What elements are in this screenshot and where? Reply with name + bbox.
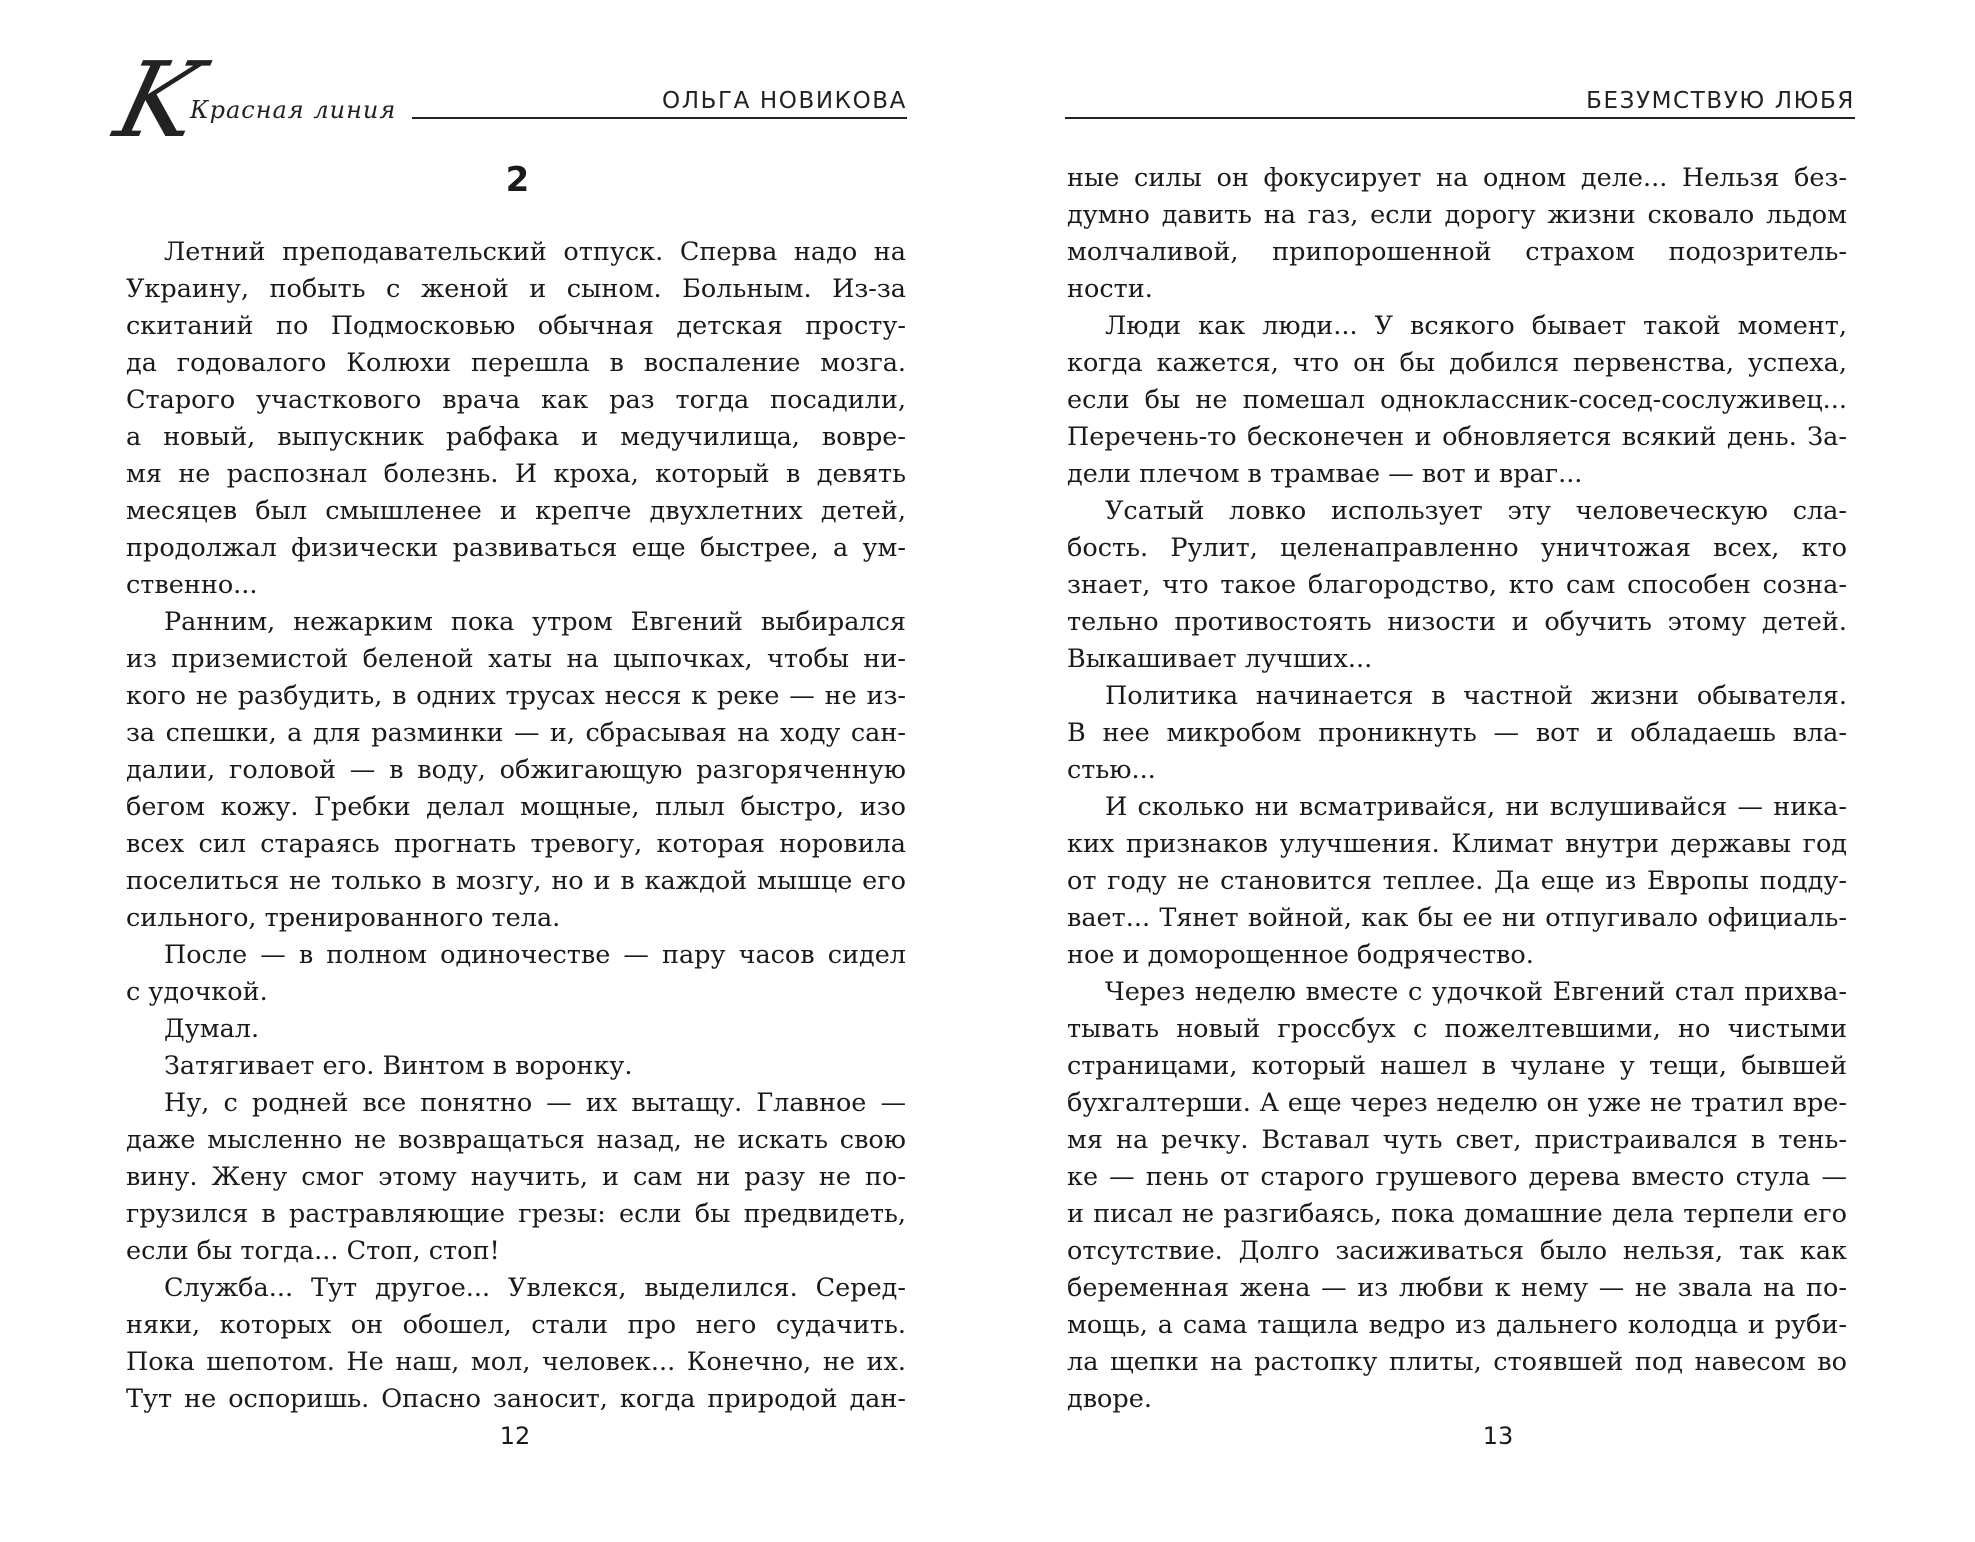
text-line: дели плечом в трамвае — вот и враг... — [1067, 459, 1583, 489]
text-line: мя на речку. Вставал чуть свет, пристраивался в тень- — [1067, 1125, 1847, 1155]
right-page — [988, 0, 1975, 1542]
series-logo — [104, 39, 397, 161]
text-line: когда кажется, что он бы добился первенства, успеха, — [1067, 348, 1847, 378]
header-rule — [1065, 117, 1855, 119]
text-line: скитаний по Подмосковью обычная детская просту- — [126, 311, 906, 341]
text-line: ности. — [1067, 274, 1153, 304]
text-line: Ранним, нежарким пока утром Евгений выбирался — [164, 607, 906, 637]
text-line: за спешки, а для разминки — и, сбрасывая на ходу сан- — [126, 718, 906, 748]
text-line: Тут не оспоришь. Опасно заносит, когда природой дан- — [126, 1384, 906, 1414]
page-number: 13 — [1482, 1422, 1514, 1450]
text-line: После — в полном одиночестве — пару часов сидел — [164, 940, 906, 970]
text-line: кого не разбудить, в одних трусах несся к реке — не из- — [126, 681, 906, 711]
series-logo-initial: K — [104, 39, 213, 161]
text-line: Политика начинается в частной жизни обывателя. — [1105, 681, 1847, 711]
text-line: Думал. — [164, 1014, 260, 1044]
text-line: Старого участкового врача как раз тогда посадили, — [126, 385, 906, 415]
text-line: няки, которых он обошел, стали про него судачить. — [126, 1310, 906, 1340]
text-line: дворе. — [1067, 1384, 1152, 1414]
text-line: с удочкой. — [126, 977, 268, 1007]
text-line: тельно противостоять низости и обучить этому детей. — [1067, 607, 1847, 637]
text-line: страницами, который нашел в чулане у тещи, бывшей — [1067, 1051, 1847, 1081]
body-text — [126, 234, 906, 1418]
running-head-author: ОЛЬГА НОВИКОВА — [662, 88, 907, 114]
text-line: бость. Рулит, целенаправленно уничтожая всех, кто — [1067, 533, 1847, 563]
text-line: поселиться не только в мозгу, но и в каждой мышце его — [126, 866, 906, 896]
text-line: ла щепки на растопку плиты, стоявшей под навесом во — [1067, 1347, 1847, 1377]
text-line: думно давить на газ, если дорогу жизни сковало льдом — [1067, 200, 1847, 230]
text-line: Люди как люди... У всякого бывает такой момент, — [1105, 311, 1847, 341]
text-line: Ну, с родней все понятно — их вытащу. Главное — — [164, 1088, 906, 1118]
text-line: молчаливой, припорошенной страхом подозритель- — [1067, 237, 1847, 267]
text-line: мощь, а сама тащила ведро из дальнего колодца и руби- — [1067, 1310, 1847, 1340]
text-line: грузился в растравляющие грезы: если бы предвидеть, — [126, 1199, 906, 1229]
text-line: а новый, выпускник рабфака и медучилища, вовре- — [126, 422, 906, 452]
text-line: знает, что такое благородство, кто сам способен созна- — [1067, 570, 1847, 600]
text-line: всех сил стараясь прогнать тревогу, которая норовила — [126, 829, 906, 859]
text-line: сильного, тренированного тела. — [126, 903, 561, 933]
text-line: ные силы он фокусирует на одном деле... Нельзя без- — [1067, 163, 1847, 193]
text-line: Через неделю вместе с удочкой Евгений стал прихва- — [1105, 977, 1847, 1007]
text-line: ке — пень от старого грушевого дерева вместо стула — — [1067, 1162, 1847, 1192]
text-line: тывать новый гроссбух с пожелтевшими, но чистыми — [1067, 1014, 1847, 1044]
text-line: Усатый ловко использует эту человеческую сла- — [1105, 496, 1847, 526]
running-head-title: БЕЗУМСТВУЮ ЛЮБЯ — [1586, 88, 1855, 114]
text-line: бухгалтерши. А еще через неделю он уже не тратил вре- — [1067, 1088, 1847, 1118]
text-line: В нее микробом проникнуть — вот и обладаешь вла- — [1067, 718, 1847, 748]
text-line: далии, головой — в воду, обжигающую разгоряченную — [126, 755, 906, 785]
text-line: если бы тогда... Стоп, стоп! — [126, 1236, 500, 1266]
text-line: вину. Жену смог этому научить, и сам ни разу не по- — [126, 1162, 906, 1192]
text-line: Перечень-то бесконечен и обновляется всякий день. За- — [1067, 422, 1847, 452]
text-line: от году не становится теплее. Да еще из Европы подду- — [1067, 866, 1847, 896]
text-line: ственно... — [126, 570, 258, 600]
body-text — [1067, 160, 1847, 1418]
text-line: да годовалого Колюхи перешла в воспаление мозга. — [126, 348, 906, 378]
text-line: И сколько ни всматривайся, ни вслушивайся — ника- — [1105, 792, 1847, 822]
text-line: если бы не помешал одноклассник-сосед-сослуживец... — [1067, 385, 1847, 415]
text-line: отсутствие. Долго засиживаться было нельзя, так как — [1067, 1236, 1847, 1266]
text-line: месяцев был смышленее и крепче двухлетних детей, — [126, 496, 906, 526]
text-line: беременная жена — из любви к нему — не звала на по- — [1067, 1273, 1847, 1303]
header-rule — [412, 117, 907, 119]
text-line: бегом кожу. Гребки делал мощные, плыл быстро, изо — [126, 792, 906, 822]
text-line: Затягивает его. Винтом в воронку. — [164, 1051, 633, 1081]
text-line: стью... — [1067, 755, 1156, 785]
text-line: вает... Тянет войной, как бы ее ни отпугивало официаль- — [1067, 903, 1847, 933]
left-page — [0, 0, 987, 1542]
text-line: ких признаков улучшения. Климат внутри державы год — [1067, 829, 1847, 859]
page-number: 12 — [499, 1422, 531, 1450]
text-line: из приземистой беленой хаты на цыпочках, чтобы ни- — [126, 644, 906, 674]
text-line: даже мысленно не возвращаться назад, не искать свою — [126, 1125, 906, 1155]
text-line: Пока шепотом. Не наш, мол, человек... Конечно, не их. — [126, 1347, 906, 1377]
text-line: продолжал физически развиваться еще быстрее, а ум- — [126, 533, 906, 563]
text-line: мя не распознал болезнь. И кроха, который в девять — [126, 459, 906, 489]
text-line: и писал не разгибаясь, пока домашние дела терпели его — [1067, 1199, 1847, 1229]
text-line: Летний преподавательский отпуск. Сперва надо на — [164, 237, 906, 267]
text-line: Украину, побыть с женой и сыном. Больным. Из-за — [126, 274, 906, 304]
text-line: Служба... Тут другое... Увлекся, выделился. Серед- — [164, 1273, 906, 1303]
text-line: Выкашивает лучших... — [1067, 644, 1373, 674]
series-logo-text: Красная линия — [190, 96, 397, 124]
chapter-number: 2 — [505, 160, 530, 200]
text-line: ное и доморощенное бодрячество. — [1067, 940, 1534, 970]
